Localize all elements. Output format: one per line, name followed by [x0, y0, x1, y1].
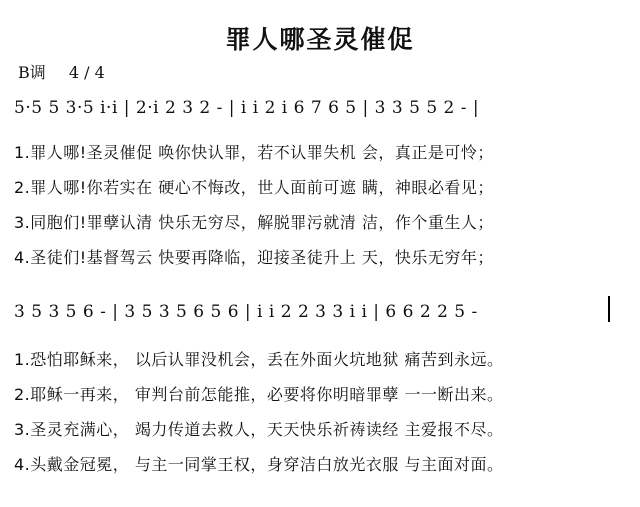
notation-line-1: 5·5 5 3·5 i·i | 2·i 2 3 2 - | i i 2 i 6 7 6 5 | 3 3 5 5 2 - | — [14, 98, 480, 118]
verse-4-line-1: 4.圣徒们!基督驾云 快要再降临，迎接圣徒升上 天，快乐无穷年； — [14, 248, 494, 267]
verse-2-line-1: 2.罪人哪!你若实在 硬心不悔改，世人面前可遮 瞒，神眼必看见； — [14, 178, 494, 197]
key-signature — [18, 60, 105, 83]
verse-2-line-2: 2.耶稣一再来， 审判台前怎能推，必要将你明暗罪孽 一一断出来。 — [14, 385, 504, 404]
verse-3-line-2: 3.圣灵充满心， 竭力传道去救人，天天快乐祈祷读经 主爱报不尽。 — [14, 420, 504, 439]
notation-line-2: 3 5 3 5 6 - | 3 5 3 5 6 5 6 | i i 2 2 3 3 i i | 6 6 2 2 5 - — [14, 302, 478, 322]
verse-1-line-1: 1.罪人哪!圣灵催促 唤你快认罪，若不认罪失机 会，真正是可怜； — [14, 143, 494, 162]
song-title: 罪人哪圣灵催促 — [225, 25, 415, 54]
time-signature: 4 / 4 — [68, 63, 105, 82]
verse-3-line-1: 3.同胞们!罪孽认清 快乐无穷尽，解脱罪污就清 洁，作个重生人； — [14, 213, 494, 232]
key-label: B调 — [18, 63, 46, 82]
verse-1-line-2: 1.恐怕耶稣来， 以后认罪没机会，丢在外面火坑地狱 痛苦到永远。 — [14, 350, 504, 369]
final-barline — [608, 296, 610, 322]
verse-4-line-2: 4.头戴金冠冕， 与主一同掌王权，身穿洁白放光衣服 与主面对面。 — [14, 455, 504, 474]
